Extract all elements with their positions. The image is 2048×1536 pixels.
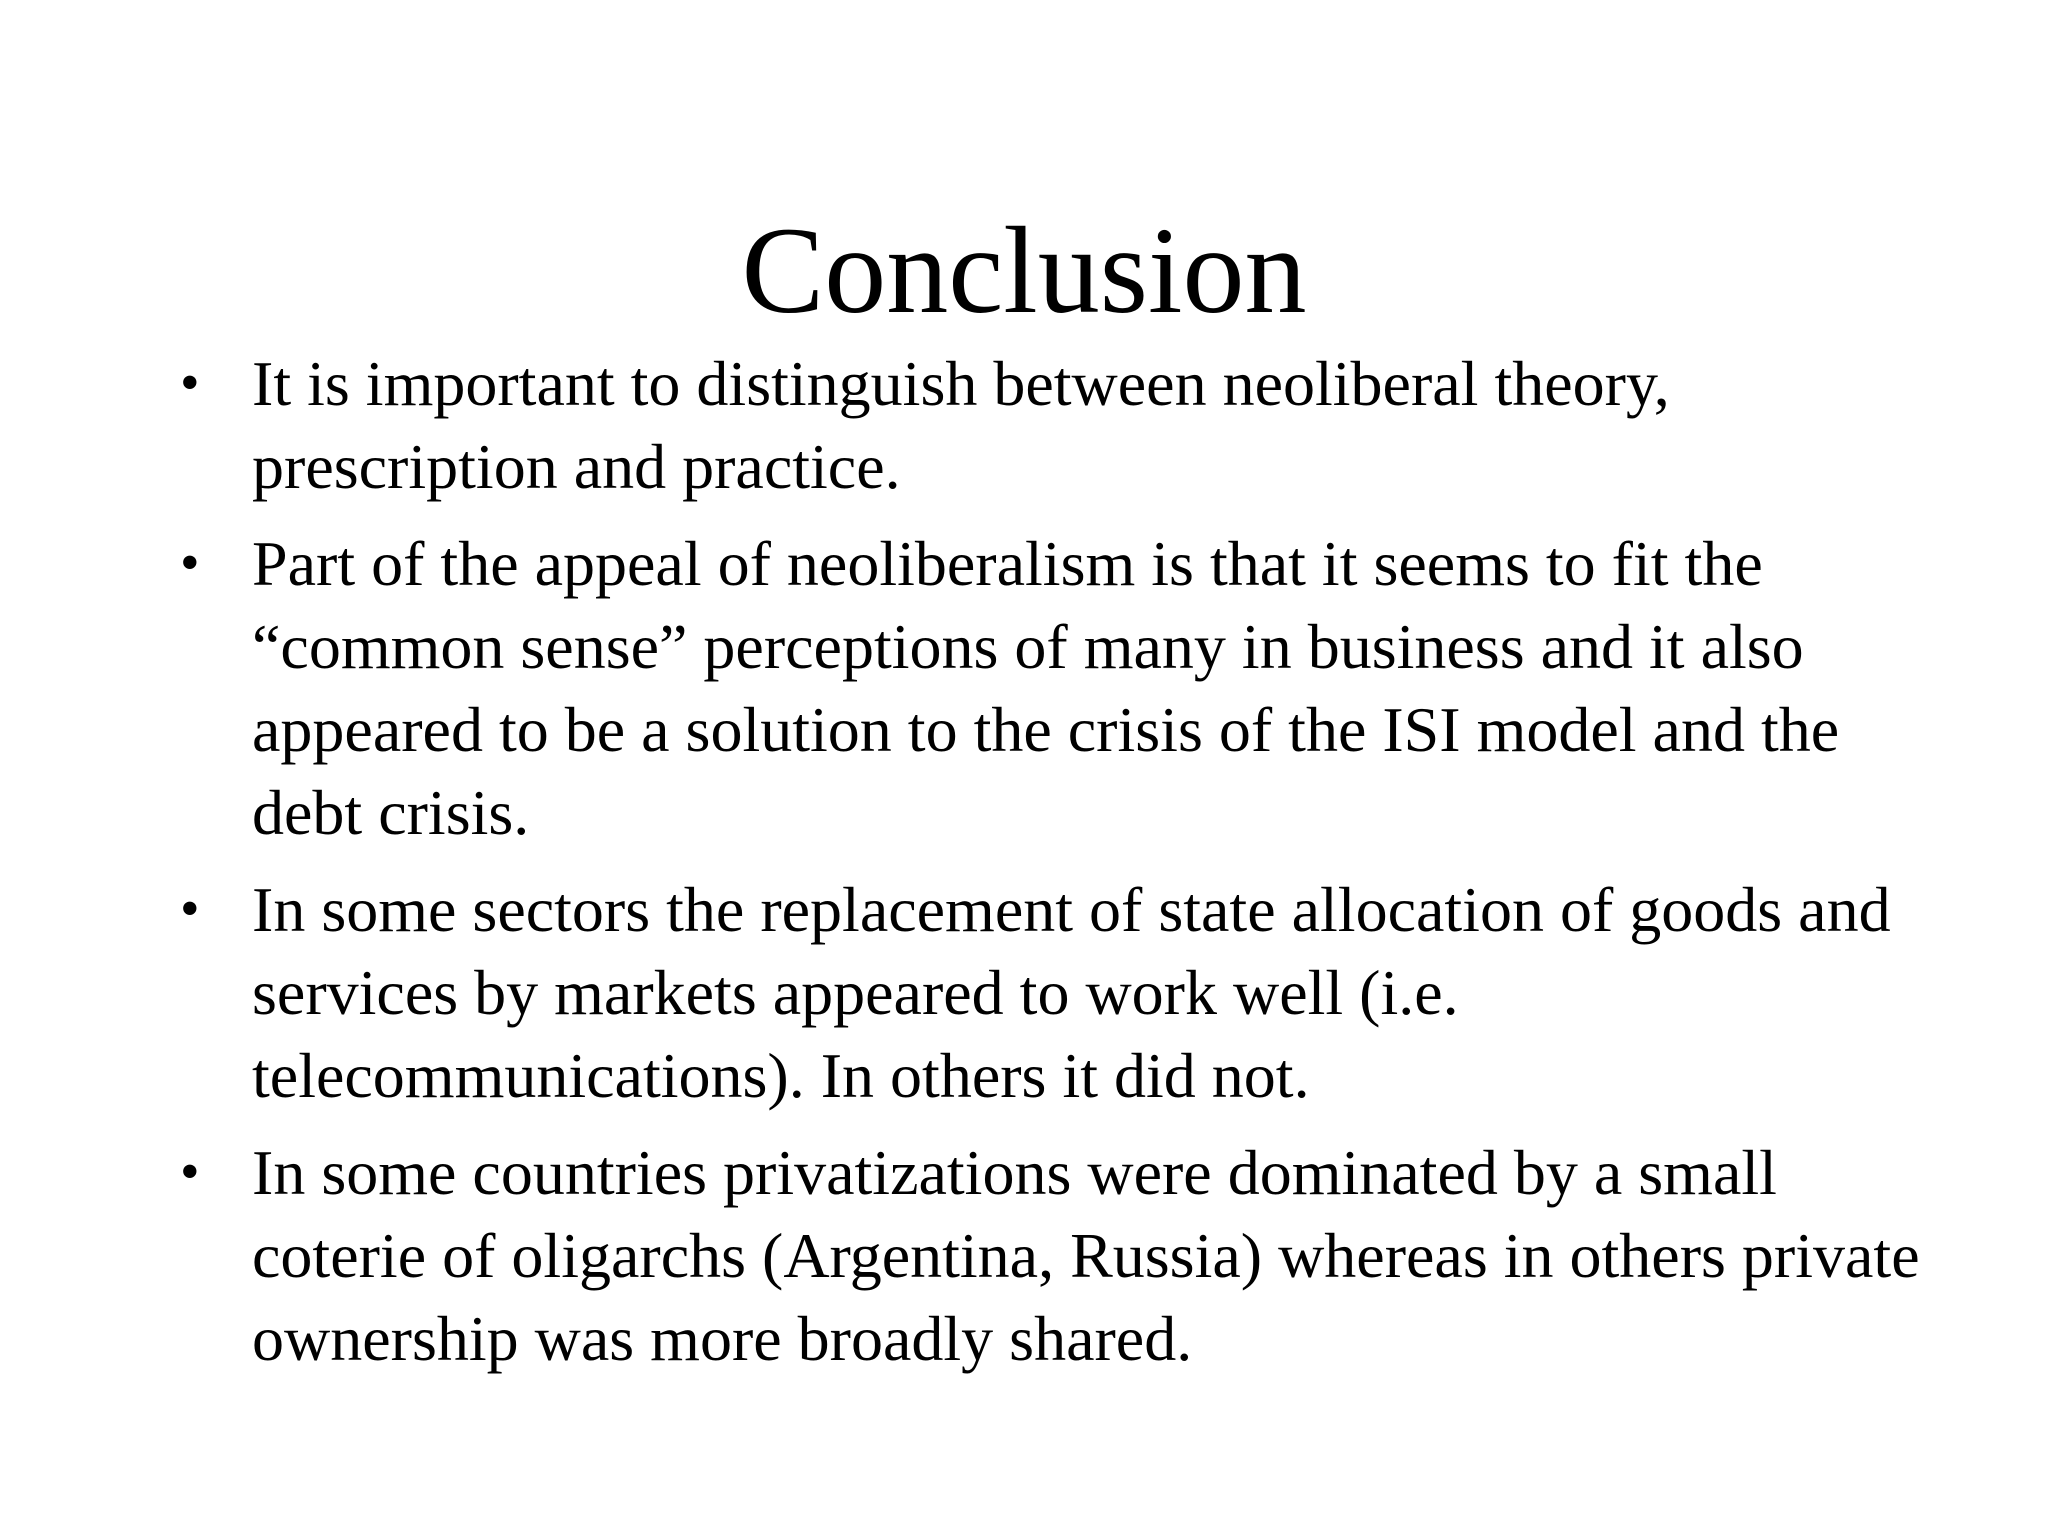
- bullet-text: Part of the appeal of neoliberalism is that it seems to fit the “common sense” perceptions of many in business and it also appeared to be a solution to the crisis of the ISI model and the debt crisis.: [252, 528, 1840, 848]
- bullet-item: [172, 868, 1932, 1117]
- bullet-dot-icon: •: [180, 532, 200, 594]
- bullet-text: In some countries privatizations were dominated by a small coterie of oligarchs (Argentina, Russia) whereas in others private ownership was more broadly shared.: [252, 1137, 1920, 1374]
- bullet-item: [172, 342, 1932, 508]
- bullet-dot-icon: •: [180, 352, 200, 414]
- bullet-dot-icon: •: [180, 878, 200, 940]
- bullet-text: In some sectors the replacement of state allocation of goods and services by markets appeared to work well (i.e. telecommunications). In others it did not.: [252, 874, 1891, 1111]
- bullet-text: It is important to distinguish between neoliberal theory, prescription and practice.: [252, 348, 1670, 502]
- bullet-list: [172, 342, 1932, 1394]
- slide-title: Conclusion: [741, 202, 1307, 339]
- bullet-dot-icon: •: [180, 1141, 200, 1203]
- bullet-item: [172, 1131, 1932, 1380]
- bullet-item: [172, 522, 1932, 854]
